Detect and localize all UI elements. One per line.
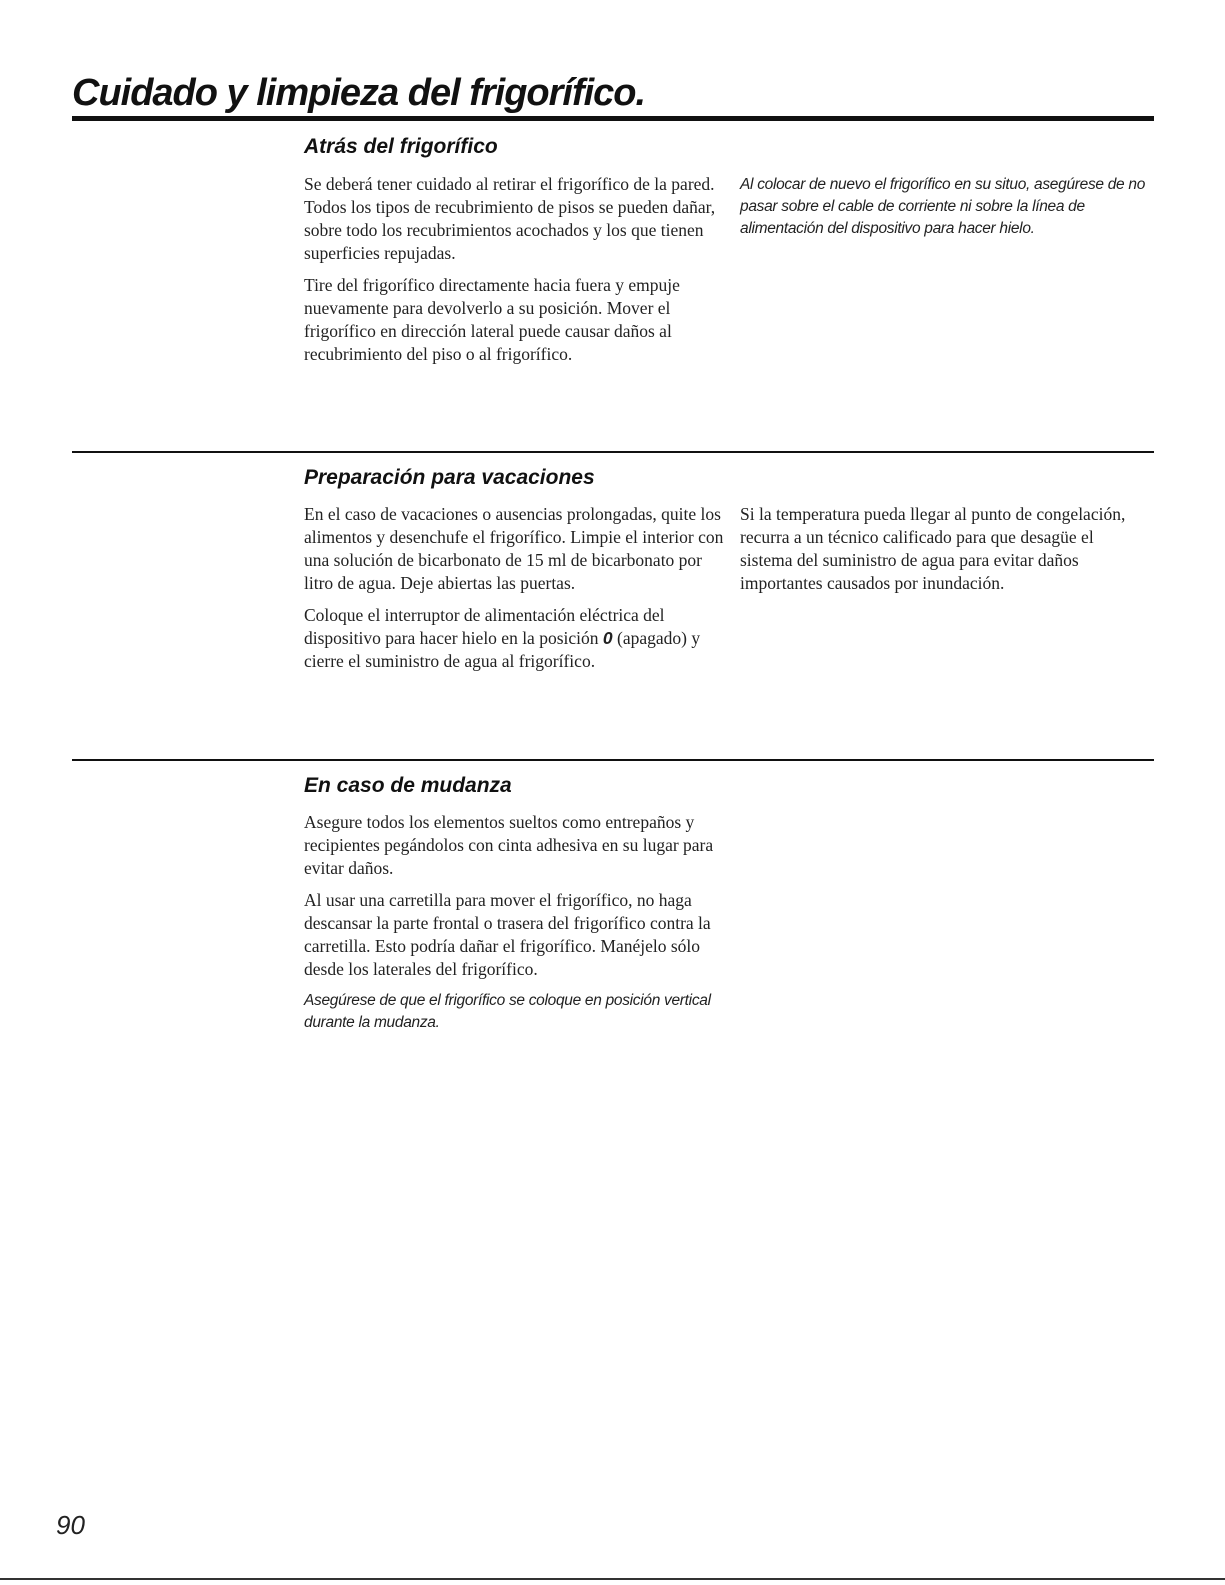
section-heading-vacaciones: Preparación para vacaciones [304,466,595,489]
title-rule [72,116,1154,121]
note-text: Asegúrese de que el frigorífico se coloque en posición vertical durante la mudanza. [304,992,711,1031]
paragraph: Se deberá tener cuidado al retirar el frigorífico de la pared. Todos los tipos de recubrimiento de pisos se pueden dañar, sobre todo los recubrimientos acochados y los que tienen superficies repujadas. [304,174,716,263]
section-divider [72,451,1154,453]
paragraph: Al usar una carretilla para mover el frigorífico, no haga descansar la parte frontal o trasera del frigorífico contra la carretilla. Esto podría dañar el frigorífico. Manéjelo sólo desde los laterales del frigorífico. [304,890,711,979]
switch-text-before: Coloque el interruptor de alimentación eléctrica del dispositivo para hacer hielo en la posición [304,605,665,648]
paragraph: Tire del frigorífico directamente hacia fuera y empuje nuevamente para devolverlo a su posición. Mover el frigorífico en dirección lateral puede causar daños al recubrimiento del piso o al frigorífico. [304,275,680,364]
page-number: 90 [56,1510,85,1540]
section-vacaciones-left [304,503,724,682]
bottom-edge-line [0,1578,1225,1580]
page-title: Cuidado y limpieza del frigorífico. [72,72,646,114]
paragraph: En el caso de vacaciones o ausencias prolongadas, quite los alimentos y desenchufe el frigorífico. Limpie el interior con una solución de bicarbonato de 15 ml de bicarbonato por litro de agua. Deje abiertas las puertas. [304,504,724,593]
switch-position-label: 0 [602,628,613,648]
section-vacaciones-right [740,503,1150,604]
paragraph: Asegure todos los elementos sueltos como entrepaños y recipientes pegándolos con cinta adhesiva en su lugar para evitar daños. [304,812,714,878]
switch-text-after: (apagado) y cierre el suministro de agua al frigorífico. [304,628,701,671]
section-mudanza-left [304,811,724,1043]
paragraph: Si la temperatura pueda llegar al punto de congelación, recurra a un técnico calificado para que desagüe el sistema del suministro de agua para evitar daños importantes causados por inundación. [740,504,1126,593]
section-atras-note: Al colocar de nuevo el frigorífico en su situo, asegúrese de no pasar sobre el cable de corriente ni sobre la línea de alimentación del dispositivo para hacer hielo. [740,176,1146,237]
switch-paragraph [304,604,724,673]
section-atras-left [304,173,724,375]
section-divider [72,759,1154,761]
section-heading-mudanza: En caso de mudanza [304,774,512,797]
section-heading-atras: Atrás del frigorífico [304,135,498,158]
